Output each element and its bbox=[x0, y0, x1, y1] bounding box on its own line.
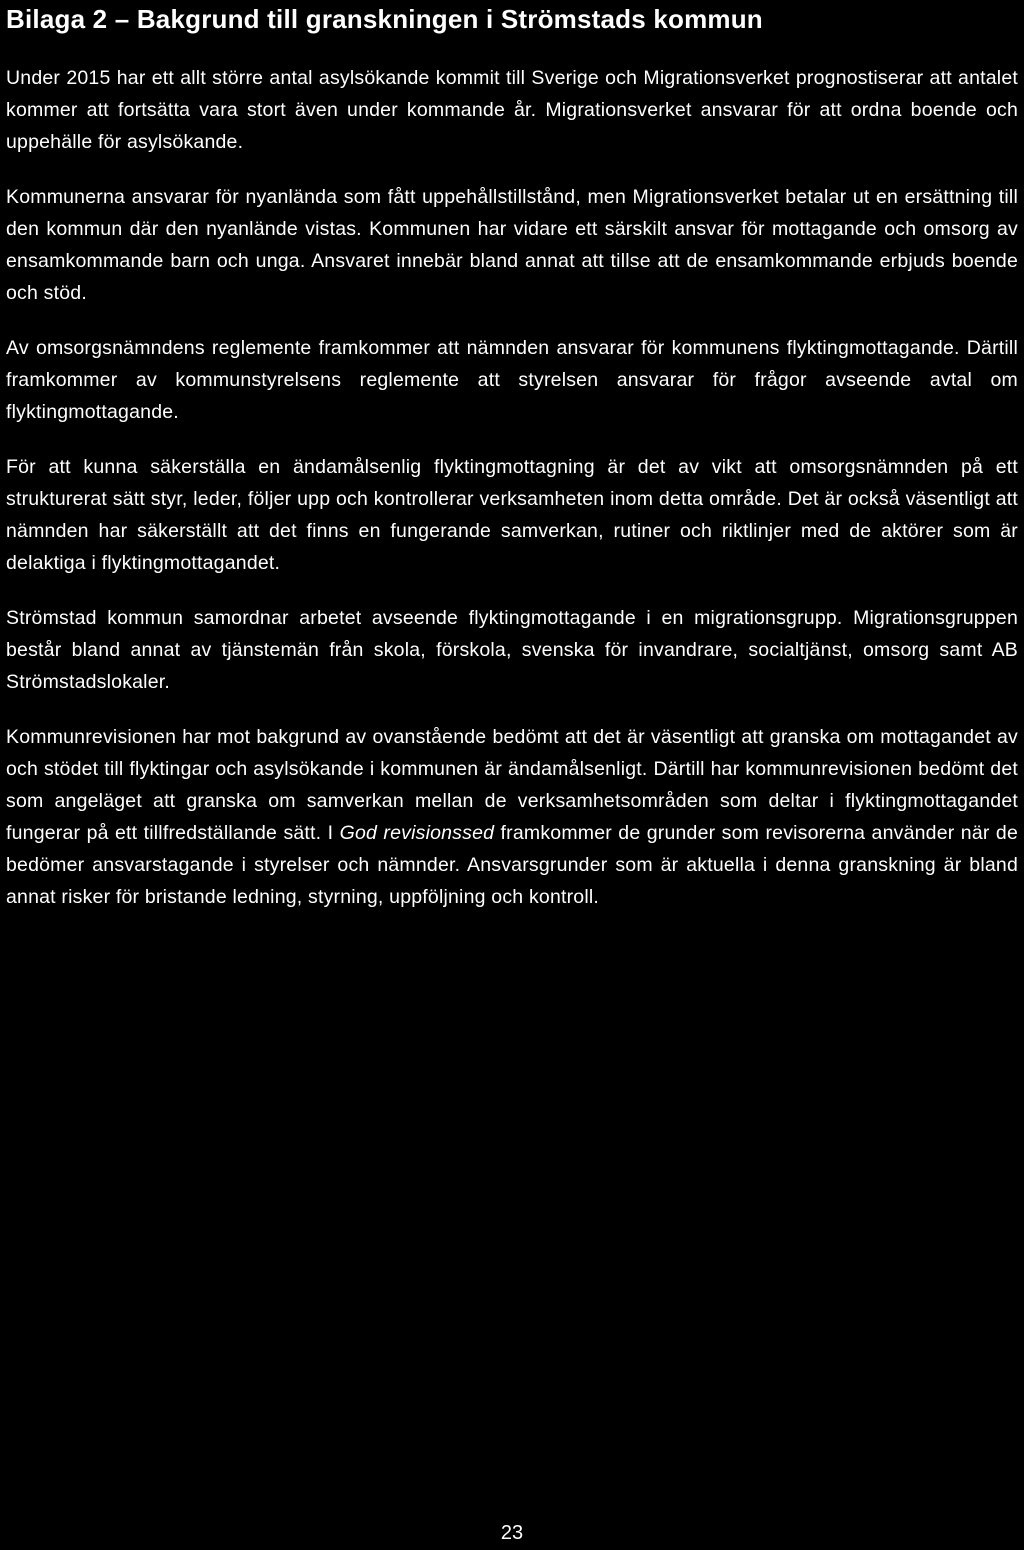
paragraph-oversight: För att kunna säkerställa en ändamålsenlig flyktingmottagning är det av vikt att omsorgsnämnden på ett strukturerat sätt styr, leder, följer upp och kontrollerar verksamheten inom detta område. Det är också väsentligt att nämnden har säkerställt att det finns en fungerande samverkan, rutiner och riktlinjer med de aktörer som är delaktiga i flyktingmottagandet. bbox=[6, 456, 1018, 574]
paragraph-regulations: Av omsorgsnämndens reglemente framkommer att nämnden ansvarar för kommunens flyktingmottagande. Därtill framkommer av kommunstyrelsens reglemente att styrelsen ansvarar för frågor avseende avtal om flyktingmottagande. bbox=[6, 337, 1018, 423]
paragraph-municipal-responsibility: Kommunerna ansvarar för nyanlända som fått uppehållstillstånd, men Migrationsverket betalar ut en ersättning till den kommun där den nyanlände vistas. Kommunen har vidare ett särskilt ansvar för mottagande och omsorg av ensamkommande barn och unga. Ansvaret innebär bland annat att tillse att de ensamkommande erbjuds boende och stöd. bbox=[6, 186, 1018, 304]
paragraph-migration-group: Strömstad kommun samordnar arbetet avseende flyktingmottagande i en migrationsgrupp. Migrationsgruppen består bland annat av tjänstemän från skola, förskola, svenska för invandrare, socialtjänst, omsorg samt AB Strömstadslokaler. bbox=[6, 607, 1018, 693]
paragraph-text-after: framkommer de grunder som revisorerna använder när de bedömer ansvarstagande i styrelser och nämnder. Ansvarsgrunder som är aktuella i denna granskning är bland annat risker för bristande ledning, styrning, uppföljning och kontroll. bbox=[6, 822, 1019, 908]
paragraph-audit-assessment bbox=[6, 721, 1018, 913]
paragraph-asylum-seekers: Under 2015 har ett allt större antal asylsökande kommit till Sverige och Migrationsverket prognostiserar att antalet kommer att fortsätta vara stort även under kommande år. Migrationsverket ansvarar för att ordna boende och uppehälle för asylsökande. bbox=[6, 67, 1018, 153]
page-number: 23 bbox=[500, 1522, 524, 1544]
emphasized-term: God revisionssed bbox=[339, 822, 495, 844]
paragraph-text-before: Kommunrevisionen har mot bakgrund av ovanstående bedömt att det är väsentligt att granska om mottagandet av och stödet till flyktingar och asylsökande i kommunen är ändamålsenligt. Därtill har kommunrevisionen bedömt det som angeläget att granska om samverkan mellan de verksamhetsområden som deltar i flyktingmottagandet fungerar på ett tillfredställande sätt. I bbox=[6, 726, 1018, 844]
page-title: Bilaga 2 – Bakgrund till granskningen i Strömstads kommun bbox=[6, 4, 763, 34]
document-body bbox=[6, 62, 1018, 936]
document-page bbox=[6, 0, 1018, 1550]
